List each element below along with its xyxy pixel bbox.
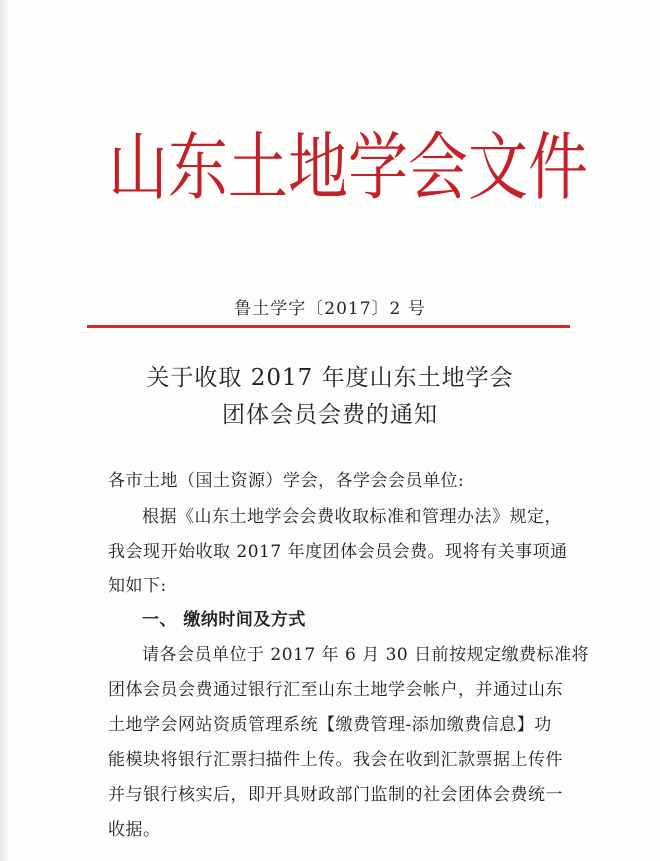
scan-edge [0,0,10,861]
masthead-char: 学 [348,125,408,211]
paragraph-1-line: 我会现开始收取 2017 年度团体会员会费。现将有关事项通 [108,542,568,562]
paragraph-2-line: 团体会员会费通过银行汇至山东土地学会帐户，并通过山东 [108,680,563,700]
masthead-char: 件 [528,125,588,211]
paragraph-2-line: 能模块将银行汇票扫描件上传。我会在收到汇款票据上传件 [108,750,563,770]
masthead-char: 地 [288,125,348,211]
paragraph-1-line: 根据《山东土地学会会费收取标准和管理办法》规定， [142,507,562,527]
notice-title-line-1: 关于收取 2017 年度山东土地学会 [146,365,514,391]
paragraph-2-line: 请各会员单位于 2017 年 6 月 30 日前按规定缴费标准将 [142,645,590,665]
masthead-char: 会 [408,125,468,211]
section-heading-1: 一、 缴纳时间及方式 [142,610,306,630]
masthead-char: 山 [108,125,168,211]
masthead-char: 文 [468,125,528,211]
masthead-title [108,107,588,229]
paragraph-2-line: 土地学会网站资质管理系统【缴费管理-添加缴费信息】功 [108,715,552,735]
paragraph-2-line: 并与银行核实后，即开具财政部门监制的社会团体会费统一 [108,785,563,805]
salutation: 各市土地（国土资源）学会，各学会会员单位: [108,471,465,491]
paragraph-1-line: 知如下: [108,576,167,596]
masthead-char: 东 [168,125,228,211]
paragraph-2-line: 收据。 [108,820,161,840]
notice-title-line-2: 团体会员会费的通知 [222,402,438,428]
red-divider [87,325,570,328]
masthead-char: 土 [228,125,288,211]
document-number: 鲁土学字〔2017〕2 号 [234,299,426,319]
